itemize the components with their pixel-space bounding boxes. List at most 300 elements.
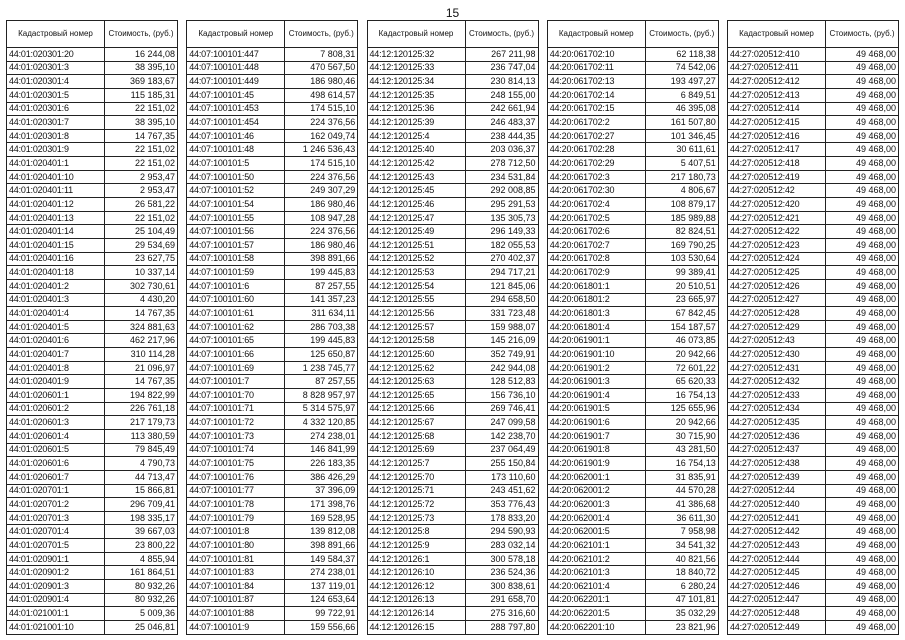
cadastral-number: 44:12:120125:70 xyxy=(367,470,465,484)
cost-value: 236 747,04 xyxy=(465,61,538,75)
cost-value: 23 800,22 xyxy=(105,539,178,553)
table-row xyxy=(7,211,178,225)
cadastral-number: 44:01:020401:9 xyxy=(7,375,105,389)
cadastral-number: 44:27:020512:433 xyxy=(728,389,826,403)
cadastral-number: 44:27:020512:441 xyxy=(728,511,826,525)
cadastral-number: 44:27:020512:411 xyxy=(728,61,826,75)
cost-value: 108 947,28 xyxy=(285,211,358,225)
table-row xyxy=(547,184,718,198)
table-row xyxy=(728,279,899,293)
cost-value: 154 187,57 xyxy=(645,320,718,334)
cadastral-number: 44:27:020512:449 xyxy=(728,620,826,634)
cost-value: 8 828 957,97 xyxy=(285,389,358,403)
table-row xyxy=(547,238,718,252)
table-row xyxy=(728,116,899,130)
cadastral-number: 44:12:120125:42 xyxy=(367,157,465,171)
cost-value: 49 468,00 xyxy=(826,293,899,307)
cadastral-number: 44:27:020512:437 xyxy=(728,443,826,457)
table-row xyxy=(7,88,178,102)
cadastral-number: 44:01:020401:11 xyxy=(7,184,105,198)
cadastral-number: 44:20:062101:4 xyxy=(547,579,645,593)
table-row xyxy=(367,552,538,566)
cost-value: 49 468,00 xyxy=(826,211,899,225)
table-row xyxy=(7,511,178,525)
cadastral-number: 44:27:020512:436 xyxy=(728,429,826,443)
cost-value: 4 806,67 xyxy=(645,184,718,198)
cost-value: 39 667,03 xyxy=(105,525,178,539)
cadastral-number: 44:12:120125:47 xyxy=(367,211,465,225)
cost-value: 15 866,81 xyxy=(105,484,178,498)
cost-value: 49 468,00 xyxy=(826,470,899,484)
table-row xyxy=(187,525,358,539)
cadastral-number: 44:01:020701:4 xyxy=(7,525,105,539)
cost-value: 194 822,99 xyxy=(105,389,178,403)
cadastral-number: 44:07:100101:78 xyxy=(187,498,285,512)
table-row xyxy=(367,75,538,89)
cost-value: 247 099,58 xyxy=(465,416,538,430)
cost-value: 288 797,80 xyxy=(465,620,538,634)
table-row xyxy=(367,61,538,75)
cadastral-number: 44:20:062001:5 xyxy=(547,525,645,539)
cadastral-number: 44:01:020301:20 xyxy=(7,48,105,62)
table-row xyxy=(187,88,358,102)
cost-value: 137 119,01 xyxy=(285,579,358,593)
cadastral-number: 44:27:020512:423 xyxy=(728,238,826,252)
cadastral-number: 44:20:061702:14 xyxy=(547,88,645,102)
table-row xyxy=(367,307,538,321)
table-row xyxy=(728,61,899,75)
table-row xyxy=(547,279,718,293)
cost-value: 161 864,51 xyxy=(105,566,178,580)
cost-value: 74 542,06 xyxy=(645,61,718,75)
cadastral-number: 44:07:100101:54 xyxy=(187,198,285,212)
table-header xyxy=(7,21,178,48)
table-row xyxy=(367,211,538,225)
table-row xyxy=(187,375,358,389)
cadastral-number: 44:20:061702:2 xyxy=(547,116,645,130)
table-row xyxy=(367,293,538,307)
cadastral-number: 44:01:020301:8 xyxy=(7,129,105,143)
cost-value: 199 445,83 xyxy=(285,334,358,348)
cadastral-number: 44:07:100101:50 xyxy=(187,170,285,184)
table-row xyxy=(7,75,178,89)
table-row xyxy=(187,61,358,75)
table-row xyxy=(187,116,358,130)
cost-value: 5 009,36 xyxy=(105,607,178,621)
cadastral-number-header: Кадастровый номер xyxy=(7,21,105,48)
table-row xyxy=(187,252,358,266)
table-row xyxy=(7,498,178,512)
cost-value: 99 722,91 xyxy=(285,607,358,621)
table-row xyxy=(547,361,718,375)
cost-value: 294 717,21 xyxy=(465,266,538,280)
table-row xyxy=(367,266,538,280)
table-row xyxy=(367,607,538,621)
table-row xyxy=(187,320,358,334)
cost-value: 224 376,56 xyxy=(285,116,358,130)
cost-value: 80 932,26 xyxy=(105,579,178,593)
cadastral-number: 44:07:100101:84 xyxy=(187,579,285,593)
table-row xyxy=(728,539,899,553)
cost-value: 2 953,47 xyxy=(105,184,178,198)
table-row xyxy=(187,498,358,512)
cadastral-number: 44:27:020512:427 xyxy=(728,293,826,307)
table-row xyxy=(367,416,538,430)
cadastral-number: 44:27:020512:445 xyxy=(728,566,826,580)
table-row xyxy=(7,238,178,252)
cadastral-number: 44:20:061901:8 xyxy=(547,443,645,457)
cadastral-number: 44:07:100101:88 xyxy=(187,607,285,621)
cost-value: 49 468,00 xyxy=(826,129,899,143)
table-row xyxy=(367,539,538,553)
table-row xyxy=(547,443,718,457)
table-row xyxy=(547,88,718,102)
cadastral-number: 44:20:062001:3 xyxy=(547,498,645,512)
cadastral-number: 44:20:061901:6 xyxy=(547,416,645,430)
cost-table-1 xyxy=(6,20,178,635)
table-row xyxy=(547,593,718,607)
table-row xyxy=(547,334,718,348)
table-row xyxy=(7,607,178,621)
cadastral-number-header: Кадастровый номер xyxy=(187,21,285,48)
cadastral-number: 44:12:120125:32 xyxy=(367,48,465,62)
table-row xyxy=(728,416,899,430)
cost-value: 238 444,35 xyxy=(465,129,538,143)
cadastral-number: 44:01:020401:14 xyxy=(7,225,105,239)
cost-value: 49 468,00 xyxy=(826,525,899,539)
table-row xyxy=(187,416,358,430)
cadastral-number: 44:27:020512:448 xyxy=(728,607,826,621)
cadastral-number: 44:07:100101:87 xyxy=(187,593,285,607)
table-row xyxy=(7,320,178,334)
table-header xyxy=(728,21,899,48)
cost-value: 49 468,00 xyxy=(826,402,899,416)
table-row xyxy=(367,252,538,266)
cadastral-number: 44:20:061702:28 xyxy=(547,143,645,157)
cadastral-number: 44:20:061702:15 xyxy=(547,102,645,116)
table-row xyxy=(547,498,718,512)
table-row xyxy=(7,293,178,307)
cost-value: 135 305,73 xyxy=(465,211,538,225)
cost-value: 159 988,07 xyxy=(465,320,538,334)
table-row xyxy=(187,198,358,212)
cadastral-number: 44:01:020401:1 xyxy=(7,157,105,171)
table-row xyxy=(367,225,538,239)
table-row xyxy=(547,539,718,553)
table-row xyxy=(7,470,178,484)
table-row xyxy=(728,170,899,184)
cost-table-5 xyxy=(727,20,899,635)
table-row xyxy=(367,143,538,157)
table-row xyxy=(187,170,358,184)
table-row xyxy=(728,361,899,375)
cadastral-number: 44:20:061702:13 xyxy=(547,75,645,89)
cost-value: 186 980,46 xyxy=(285,198,358,212)
table-row xyxy=(7,198,178,212)
cadastral-number: 44:20:061702:9 xyxy=(547,266,645,280)
cadastral-number: 44:27:020512:440 xyxy=(728,498,826,512)
cadastral-number: 44:27:020512:438 xyxy=(728,457,826,471)
cost-value: 174 515,10 xyxy=(285,102,358,116)
cadastral-number: 44:01:020401:2 xyxy=(7,279,105,293)
cost-value: 49 468,00 xyxy=(826,157,899,171)
cadastral-number: 44:12:120125:8 xyxy=(367,525,465,539)
cost-value: 369 183,67 xyxy=(105,75,178,89)
table-row xyxy=(187,566,358,580)
cost-value: 1 238 745,77 xyxy=(285,361,358,375)
table-row xyxy=(7,443,178,457)
cadastral-number: 44:07:100101:55 xyxy=(187,211,285,225)
table-row xyxy=(728,266,899,280)
cadastral-number: 44:12:120125:53 xyxy=(367,266,465,280)
cadastral-number: 44:20:062001:4 xyxy=(547,511,645,525)
cost-value: 20 942,66 xyxy=(645,348,718,362)
cadastral-number: 44:07:100101:81 xyxy=(187,552,285,566)
cost-value: 242 661,94 xyxy=(465,102,538,116)
table-row xyxy=(187,334,358,348)
cost-value: 186 980,46 xyxy=(285,75,358,89)
cost-value: 141 357,23 xyxy=(285,293,358,307)
table-header xyxy=(367,21,538,48)
cadastral-number: 44:01:020401:12 xyxy=(7,198,105,212)
table-row xyxy=(187,48,358,62)
cadastral-number: 44:01:020401:6 xyxy=(7,334,105,348)
table-row xyxy=(7,620,178,634)
cadastral-number: 44:27:020512:443 xyxy=(728,539,826,553)
table-row xyxy=(187,157,358,171)
table-row xyxy=(728,552,899,566)
table-header xyxy=(187,21,358,48)
cost-value: 275 316,60 xyxy=(465,607,538,621)
table-row xyxy=(187,539,358,553)
cost-value: 49 468,00 xyxy=(826,225,899,239)
table-row xyxy=(187,75,358,89)
table-header xyxy=(547,21,718,48)
cadastral-number: 44:12:120125:49 xyxy=(367,225,465,239)
cost-value: 20 942,66 xyxy=(645,416,718,430)
cost-value: 49 468,00 xyxy=(826,88,899,102)
table-row xyxy=(187,470,358,484)
cost-value: 80 932,26 xyxy=(105,593,178,607)
cadastral-number: 44:01:020601:7 xyxy=(7,470,105,484)
cadastral-number: 44:20:061702:27 xyxy=(547,129,645,143)
cadastral-number: 44:27:020512:424 xyxy=(728,252,826,266)
cadastral-number: 44:01:020401:4 xyxy=(7,307,105,321)
cost-value: 226 183,35 xyxy=(285,457,358,471)
table-row xyxy=(7,252,178,266)
cost-value: 49 468,00 xyxy=(826,579,899,593)
cost-value: 7 808,31 xyxy=(285,48,358,62)
cost-value: 49 468,00 xyxy=(826,375,899,389)
cadastral-number: 44:07:100101:46 xyxy=(187,129,285,143)
cost-value: 5 407,51 xyxy=(645,157,718,171)
table-row xyxy=(7,361,178,375)
cost-value: 353 776,43 xyxy=(465,498,538,512)
table-row xyxy=(367,88,538,102)
cadastral-number: 44:27:020512:435 xyxy=(728,416,826,430)
table-row xyxy=(728,102,899,116)
cadastral-number: 44:20:062201:1 xyxy=(547,593,645,607)
cadastral-number: 44:07:100101:56 xyxy=(187,225,285,239)
table-row xyxy=(728,320,899,334)
cost-value: 186 980,46 xyxy=(285,238,358,252)
cost-value: 34 541,32 xyxy=(645,539,718,553)
cadastral-number: 44:27:020512:430 xyxy=(728,348,826,362)
table-row xyxy=(728,525,899,539)
cost-value: 243 451,62 xyxy=(465,484,538,498)
cost-value: 49 468,00 xyxy=(826,443,899,457)
table-row xyxy=(7,266,178,280)
table-row xyxy=(728,198,899,212)
cost-value: 270 402,37 xyxy=(465,252,538,266)
table-row xyxy=(728,389,899,403)
cadastral-number: 44:07:100101:5 xyxy=(187,157,285,171)
cost-value: 128 512,83 xyxy=(465,375,538,389)
table-row xyxy=(187,184,358,198)
cost-value: 198 335,17 xyxy=(105,511,178,525)
cost-value: 236 524,36 xyxy=(465,566,538,580)
cadastral-number: 44:01:020401:16 xyxy=(7,252,105,266)
cost-value: 14 767,35 xyxy=(105,375,178,389)
cost-value: 62 118,38 xyxy=(645,48,718,62)
cadastral-number: 44:20:061901:10 xyxy=(547,348,645,362)
table-row xyxy=(7,184,178,198)
table-row xyxy=(728,129,899,143)
table-row xyxy=(7,307,178,321)
table-row xyxy=(367,334,538,348)
cadastral-number: 44:12:120126:12 xyxy=(367,579,465,593)
cost-value: 185 989,88 xyxy=(645,211,718,225)
table-row xyxy=(7,389,178,403)
cadastral-number: 44:20:061901:3 xyxy=(547,375,645,389)
cost-value: 300 578,18 xyxy=(465,552,538,566)
cost-value: 310 114,28 xyxy=(105,348,178,362)
cadastral-number: 44:12:120125:39 xyxy=(367,116,465,130)
cost-value: 72 601,22 xyxy=(645,361,718,375)
cost-value: 49 468,00 xyxy=(826,75,899,89)
cost-value: 67 842,45 xyxy=(645,307,718,321)
cost-value: 49 468,00 xyxy=(826,348,899,362)
cost-value: 386 426,29 xyxy=(285,470,358,484)
cost-value: 14 767,35 xyxy=(105,129,178,143)
table-row xyxy=(367,198,538,212)
cadastral-number: 44:20:062001:2 xyxy=(547,484,645,498)
cost-value: 101 346,45 xyxy=(645,129,718,143)
cost-value: 7 958,98 xyxy=(645,525,718,539)
cadastral-number: 44:12:120125:46 xyxy=(367,198,465,212)
cadastral-number: 44:12:120125:55 xyxy=(367,293,465,307)
cadastral-number: 44:27:020512:412 xyxy=(728,75,826,89)
table-row xyxy=(7,279,178,293)
table-row xyxy=(547,470,718,484)
cadastral-number: 44:01:020601:5 xyxy=(7,443,105,457)
table-row xyxy=(728,593,899,607)
table-row xyxy=(367,443,538,457)
table-row xyxy=(547,566,718,580)
cost-value: 217 180,73 xyxy=(645,170,718,184)
cost-value: 5 314 575,97 xyxy=(285,402,358,416)
cadastral-number: 44:07:100101:74 xyxy=(187,443,285,457)
cadastral-number: 44:07:100101:6 xyxy=(187,279,285,293)
table-row xyxy=(728,402,899,416)
cost-value: 65 620,33 xyxy=(645,375,718,389)
cadastral-number: 44:12:120125:9 xyxy=(367,539,465,553)
table-row xyxy=(728,375,899,389)
table-row xyxy=(7,552,178,566)
table-row xyxy=(367,129,538,143)
cadastral-number: 44:07:100101:52 xyxy=(187,184,285,198)
table-row xyxy=(728,293,899,307)
cost-value: 49 468,00 xyxy=(826,279,899,293)
cost-value: 35 032,29 xyxy=(645,607,718,621)
cadastral-number: 44:07:100101:447 xyxy=(187,48,285,62)
cost-value: 49 468,00 xyxy=(826,116,899,130)
cost-value: 47 101,81 xyxy=(645,593,718,607)
table-row xyxy=(187,552,358,566)
cost-value: 16 244,08 xyxy=(105,48,178,62)
cost-value: 226 761,18 xyxy=(105,402,178,416)
cost-value: 6 280,24 xyxy=(645,579,718,593)
cadastral-number: 44:07:100101:61 xyxy=(187,307,285,321)
cost-value: 249 307,29 xyxy=(285,184,358,198)
cadastral-number: 44:27:020512:431 xyxy=(728,361,826,375)
cadastral-number: 44:01:020401:10 xyxy=(7,170,105,184)
cost-value: 23 627,75 xyxy=(105,252,178,266)
cadastral-number: 44:27:020512:428 xyxy=(728,307,826,321)
cadastral-number: 44:27:020512:426 xyxy=(728,279,826,293)
cost-value: 14 767,35 xyxy=(105,307,178,321)
cost-value: 4 430,20 xyxy=(105,293,178,307)
table-row xyxy=(728,484,899,498)
cost-value: 49 468,00 xyxy=(826,511,899,525)
cost-value: 171 398,76 xyxy=(285,498,358,512)
cost-value: 294 658,50 xyxy=(465,293,538,307)
table-row xyxy=(7,348,178,362)
cost-value: 300 838,61 xyxy=(465,579,538,593)
table-row xyxy=(728,157,899,171)
cadastral-number: 44:12:120125:35 xyxy=(367,88,465,102)
cost-value: 237 064,49 xyxy=(465,443,538,457)
cost-value: 294 590,93 xyxy=(465,525,538,539)
cost-value: 49 468,00 xyxy=(826,307,899,321)
cost-value: 498 614,57 xyxy=(285,88,358,102)
cost-value: 49 468,00 xyxy=(826,607,899,621)
table-row xyxy=(547,211,718,225)
cost-value: 49 468,00 xyxy=(826,539,899,553)
cadastral-number: 44:20:061901:2 xyxy=(547,361,645,375)
table-row xyxy=(547,579,718,593)
table-row xyxy=(547,511,718,525)
table-row xyxy=(547,429,718,443)
table-row xyxy=(367,620,538,634)
table-row xyxy=(367,566,538,580)
table-row xyxy=(367,238,538,252)
table-row xyxy=(367,361,538,375)
table-row xyxy=(7,457,178,471)
cadastral-number: 44:01:020901:4 xyxy=(7,593,105,607)
cadastral-number: 44:12:120125:4 xyxy=(367,129,465,143)
table-row xyxy=(367,593,538,607)
cadastral-number: 44:27:020512:420 xyxy=(728,198,826,212)
table-row xyxy=(728,511,899,525)
table-row xyxy=(7,157,178,171)
table-row xyxy=(187,348,358,362)
cadastral-number: 44:12:120125:7 xyxy=(367,457,465,471)
table-row xyxy=(187,238,358,252)
cadastral-number: 44:01:020301:9 xyxy=(7,143,105,157)
cost-value: 44 713,47 xyxy=(105,470,178,484)
table-row xyxy=(547,225,718,239)
